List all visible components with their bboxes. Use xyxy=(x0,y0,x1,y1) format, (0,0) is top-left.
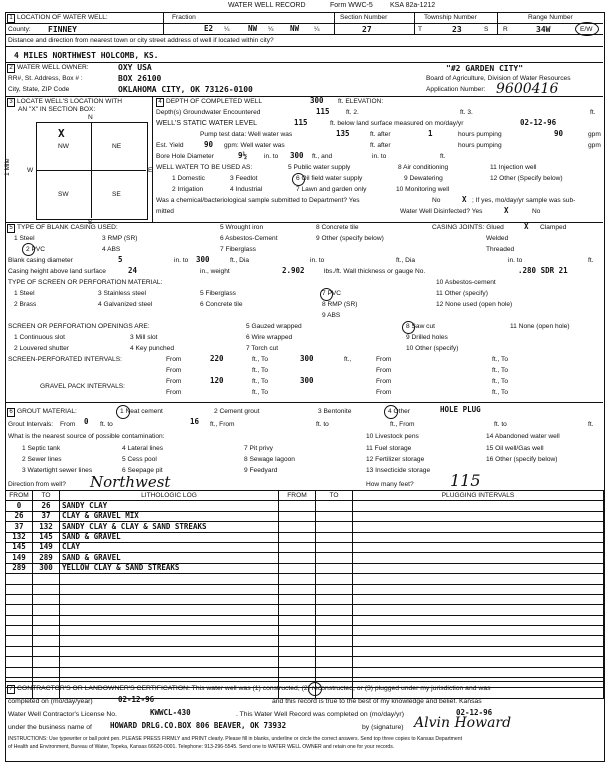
city-value: OKLAHOMA CITY, OK 73126-0100 xyxy=(118,85,253,94)
grout-other-value: HOLE PLUG xyxy=(440,405,481,414)
opening-sawcut-circle xyxy=(402,321,415,334)
bore-value: 9½ xyxy=(238,151,248,160)
quarter-2: ¼ xyxy=(268,26,274,33)
bore-in2: in. to xyxy=(372,153,387,160)
contam-3: 3 Watertight sewer lines xyxy=(22,467,93,474)
grout-to: 16 xyxy=(190,417,200,426)
plug-header-to: TO xyxy=(316,491,353,501)
threaded-label: Threaded xyxy=(486,246,515,253)
fraction-3: NW xyxy=(290,24,300,33)
log-to: 145 xyxy=(33,532,60,542)
owner-value: OXY USA xyxy=(118,63,152,72)
completed-date: 02-12-96 xyxy=(118,695,155,704)
cert-line-2b: and this record is true to the best of my knowledge and belief. Kansas xyxy=(272,698,482,705)
gpi-from-value: 120 xyxy=(210,376,224,385)
screen-label: TYPE OF SCREEN OR PERFORATION MATERIAL: xyxy=(8,279,163,286)
grout-to-label: ft. to xyxy=(100,421,113,428)
grout-intervals-label: Grout Intervals: xyxy=(8,421,54,428)
use-9: 9 Dewatering xyxy=(404,175,443,182)
use-5: 5 Public water supply xyxy=(288,164,351,171)
screen-2: 2 Brass xyxy=(14,301,37,308)
spi-from-4: From xyxy=(376,367,392,374)
signature: Alvin Howard xyxy=(414,715,512,731)
address-value: BOX 26100 xyxy=(118,74,162,83)
screen-3: 3 Stainless steel xyxy=(98,290,147,297)
disinfected-x: X xyxy=(504,206,509,215)
log-desc: SANDY CLAY & CLAY & SAND STREAKS xyxy=(60,522,279,532)
screen-8: 8 RMP (SR) xyxy=(322,301,358,308)
screen-4: 4 Galvanized steel xyxy=(98,301,153,308)
screen-11: 11 Other (specify) xyxy=(436,290,488,297)
grout-ft5: ft. xyxy=(588,421,594,428)
opening-7: 7 Torch cut xyxy=(246,345,279,352)
log-desc: SAND & GRAVEL xyxy=(60,532,279,542)
log-header-lithologic: LITHOLOGIC LOG xyxy=(60,491,279,501)
spi-ft-1: ft., xyxy=(344,356,352,363)
fraction-label: Fraction xyxy=(172,14,196,21)
distance-value: 4 MILES NORTHWEST HOLCOMB, KS. xyxy=(14,51,159,60)
instructions-2: of Health and Environment, Bureau of Water, Topeka, Kansas 66620-0001. Telephone: 913-296-5545. Send one to WATER WELL OWNER and retain one for your records. xyxy=(8,744,395,750)
log-from: 145 xyxy=(6,542,33,552)
contam-2: 2 Sewer lines xyxy=(22,456,62,463)
cert-line-4: under the business name of xyxy=(8,724,92,731)
grout-label: 6 GROUT MATERIAL: xyxy=(7,408,77,417)
contam-6: 6 Seepage pit xyxy=(122,467,163,474)
table-row-empty xyxy=(6,636,604,646)
table-row xyxy=(6,542,604,552)
log-from: 289 xyxy=(6,563,33,573)
owner-label: 2 WATER WELL OWNER: xyxy=(7,64,89,73)
casing-pvc-circle xyxy=(22,243,35,256)
opening-2: 2 Louvered shutter xyxy=(14,345,69,352)
gw-ft-end: ft. xyxy=(590,109,596,116)
grout-3: 3 Bentonite xyxy=(318,408,352,415)
use-1: 1 Domestic xyxy=(172,175,205,182)
cert-line-3: Water Well Contractor's License No. xyxy=(8,711,117,718)
weight-value: 2.902 xyxy=(282,266,305,275)
feet-value: 115 xyxy=(450,471,481,490)
grout-2: 2 Cement grout xyxy=(214,408,260,415)
distance-label: Distance and direction from nearest town or city street address of well if located within city? xyxy=(8,37,274,44)
diameter-value: 5 xyxy=(118,255,123,264)
grout-1: 1 Neat cement xyxy=(120,408,163,415)
log-from: 26 xyxy=(6,511,33,521)
use-6: 6 Oil field water supply xyxy=(296,175,363,182)
table-row xyxy=(6,563,604,573)
table-row xyxy=(6,522,604,532)
instructions-1: INSTRUCTIONS: Use typewriter or ball point pen. PLEASE PRESS FIRMLY and PRINT clearly. Please fill in blanks, underline or circle the correct answers. Send top three copies to Kansas Department xyxy=(8,736,463,742)
record-date: 02-12-96 xyxy=(456,708,493,717)
pump-hours: 1 xyxy=(428,129,433,138)
county-label: County: xyxy=(8,26,31,33)
spi-label: SCREEN-PERFORATED INTERVALS: xyxy=(8,356,122,363)
diameter-ft3: ft. xyxy=(588,257,594,264)
gpi-to-2: ft., To xyxy=(492,378,509,385)
contam-13: 13 Insecticide storage xyxy=(366,467,431,474)
log-desc: YELLOW CLAY & SAND STREAKS xyxy=(60,563,279,573)
township-number: 23 xyxy=(452,25,462,34)
contam-12: 12 Fertilizer storage xyxy=(366,456,425,463)
application-label: Application Number: xyxy=(426,86,486,93)
log-from: 37 xyxy=(6,522,33,532)
static-tail: ft. below land surface measured on mo/day/yr xyxy=(330,120,464,127)
diameter-tail: ft., Dia xyxy=(230,257,250,264)
form-title: WATER WELL RECORD xyxy=(228,2,306,9)
contam-1: 1 Septic tank xyxy=(22,445,61,452)
gw-label: Depth(s) Groundwater Encountered xyxy=(156,109,261,116)
mile-label: 1 Mile xyxy=(4,158,11,176)
yield-hp: hours pumping xyxy=(458,142,502,149)
joints-label: CASING JOINTS: Glued xyxy=(432,224,504,231)
use-12: 12 Other (Specify below) xyxy=(490,175,563,182)
chem-tail: ; If yes, mo/day/yr sample was sub- xyxy=(472,197,576,204)
disinfected-label: Water Well Disinfected? Yes xyxy=(400,208,483,215)
chem-x: X xyxy=(462,195,467,204)
compass-s: S xyxy=(88,219,93,226)
quad-ne: NE xyxy=(112,143,122,150)
depth-label: 4 DEPTH OF COMPLETED WELL xyxy=(156,98,262,107)
gpi-to-4: ft., To xyxy=(492,389,509,396)
table-row-empty xyxy=(6,615,604,625)
ew-circle xyxy=(575,22,599,36)
contam-10: 10 Livestock pens xyxy=(366,433,419,440)
plug-header-from: FROM xyxy=(279,491,316,501)
mitted-label: mitted xyxy=(156,208,174,215)
quarter-3: ¼ xyxy=(314,26,320,33)
diameter-in2: in. to xyxy=(310,257,325,264)
contam-5: 5 Cess pool xyxy=(122,456,157,463)
bore-and: ft., and xyxy=(312,153,333,160)
pump-gpm: 90 xyxy=(554,129,564,138)
township-label: Township Number xyxy=(424,14,477,21)
opening-6: 6 Wire wrapped xyxy=(246,334,293,341)
contam-7: 7 Pit privy xyxy=(244,445,273,452)
casing-2: 2 PVC xyxy=(26,246,46,253)
gpi-to-value: 300 xyxy=(300,376,314,385)
grout-4: 4 Other xyxy=(388,408,410,415)
spi-from-value: 220 xyxy=(210,354,224,363)
cert-constructed-circle xyxy=(308,682,322,696)
gpi-from-3: From xyxy=(166,389,182,396)
grout-ft4: ft. to xyxy=(494,421,507,428)
form-ksa: KSA 82a-1212 xyxy=(390,2,436,9)
cert-line-2: completed on (mo/day/year) xyxy=(8,698,93,705)
section-number: 27 xyxy=(362,25,372,34)
opening-4: 4 Key punched xyxy=(130,345,174,352)
spi-to-value: 300 xyxy=(300,354,314,363)
direction-value: Northwest xyxy=(90,473,171,491)
contam-label: What is the nearest source of possible contamination: xyxy=(8,433,165,440)
diameter-in: in. to xyxy=(174,257,189,264)
table-row-empty xyxy=(6,657,604,667)
cert-option-constructed: (1) constructed xyxy=(252,685,298,692)
bore-in: in. to xyxy=(264,153,279,160)
table-row-empty xyxy=(6,646,604,656)
compass-w: W xyxy=(27,167,34,174)
chem-no: No xyxy=(432,197,441,204)
clamped-label: Clamped xyxy=(540,224,567,231)
screen-6: 6 Concrete tile xyxy=(200,301,243,308)
fraction-2: NW xyxy=(248,24,258,33)
gpi-from-4: From xyxy=(376,389,392,396)
fraction-1: E2 xyxy=(204,24,214,33)
yield-value: 90 xyxy=(204,140,214,149)
screen-12: 12 None used (open hole) xyxy=(436,301,513,308)
screen-pvc-circle xyxy=(320,288,333,301)
locate-label: 3 LOCATE WELL'S LOCATION WITH xyxy=(7,98,122,107)
static-date: 02-12-96 xyxy=(520,118,557,127)
log-header-from: FROM xyxy=(6,491,33,501)
static-value: 115 xyxy=(294,118,308,127)
cert-line-3b: . This Water Well Record was completed on (mo/day/yr) xyxy=(236,711,404,718)
range-r: R xyxy=(503,26,508,33)
grout-neat-circle xyxy=(116,405,130,419)
quad-nw: NW xyxy=(58,143,69,150)
table-row-empty xyxy=(6,574,604,584)
grout-ft2: ft. to xyxy=(316,421,329,428)
depth-value: 300 xyxy=(310,96,324,105)
direction-label: Direction from well? xyxy=(8,481,66,488)
openings-label: SCREEN OR PERFORATION OPENINGS ARE: xyxy=(8,323,150,330)
contam-14: 14 Abandoned water well xyxy=(486,433,560,440)
table-row xyxy=(6,511,604,521)
screen-9: 9 ABS xyxy=(322,312,341,319)
contam-4: 4 Lateral lines xyxy=(122,445,164,452)
use-2: 2 Irrigation xyxy=(172,186,204,193)
township-s: S xyxy=(484,26,489,33)
table-row-empty xyxy=(6,594,604,604)
quad-sw: SW xyxy=(58,191,69,198)
gpi-to-3: ft., To xyxy=(252,389,269,396)
range-number: 34W xyxy=(536,25,551,34)
quad-se: SE xyxy=(112,191,121,198)
joints-x: X xyxy=(524,222,529,231)
use-10: 10 Monitoring well xyxy=(396,186,450,193)
application-number: 9600416 xyxy=(496,81,559,97)
casing-7: 7 Fiberglass xyxy=(220,246,256,253)
log-desc: SAND & GRAVEL xyxy=(60,553,279,563)
compass-n: N xyxy=(88,114,93,121)
casing-1: 1 Steel xyxy=(14,235,35,242)
casing-9: 9 Other (specify below) xyxy=(316,235,384,242)
spi-to-1: ft., To xyxy=(252,356,269,363)
use-label: WELL WATER TO BE USED AS: xyxy=(156,164,253,171)
opening-9: 9 Drilled holes xyxy=(406,334,448,341)
contam-11: 11 Fuel storage xyxy=(366,445,412,452)
pump-after: ft. after xyxy=(370,131,391,138)
gw-ft3: ft. 3. xyxy=(460,109,473,116)
screen-10: 10 Asbestos-cement xyxy=(436,279,496,286)
spi-to-2: ft., To xyxy=(492,356,509,363)
location-x: X xyxy=(58,127,65,140)
table-row xyxy=(6,553,604,563)
yield-label: Est. Yield xyxy=(156,142,184,149)
static-label: WELL'S STATIC WATER LEVEL xyxy=(156,120,258,127)
wall-value: .280 SDR 21 xyxy=(518,266,568,275)
grout-other-circle xyxy=(384,405,398,419)
spi-from-1: From xyxy=(166,356,182,363)
lithologic-log-table xyxy=(5,490,604,699)
section-1-label: 1 LOCATION OF WATER WELL: xyxy=(7,14,108,23)
pump-label: Pump test data: Well water was xyxy=(200,131,293,138)
table-row-empty xyxy=(6,626,604,636)
table-row-empty xyxy=(6,667,604,677)
feet-label: How many feet? xyxy=(366,481,414,488)
business-name: HOWARD DRLG.CO.BOX 806 BEAVER, OK 73932 xyxy=(110,721,287,730)
use-11: 11 Injection well xyxy=(490,164,537,171)
opening-5: 5 Gauzed wrapped xyxy=(246,323,302,330)
spi-to-4: ft., To xyxy=(492,367,509,374)
grout-from-label: From xyxy=(60,421,76,428)
gpi-from-1: From xyxy=(166,378,182,385)
gpi-label: GRAVEL PACK INTERVALS: xyxy=(40,383,126,390)
casing-label: 5 TYPE OF BLANK CASING USED: xyxy=(7,224,118,233)
signature-label: by (signature) xyxy=(362,724,404,731)
gw-ft2: ft. 2. xyxy=(346,109,359,116)
bore-ft2: ft. xyxy=(440,153,446,160)
range-label: Range Number xyxy=(528,14,573,21)
gpi-from-2: From xyxy=(376,378,392,385)
quarter-1: ¼ xyxy=(224,26,230,33)
table-row xyxy=(6,501,604,511)
section-number-label: Section Number xyxy=(340,14,388,21)
diameter-in3: in. to xyxy=(508,257,523,264)
contam-8: 8 Sewage lagoon xyxy=(244,456,295,463)
log-to: 289 xyxy=(33,553,60,563)
opening-10: 10 Other (specify) xyxy=(406,345,459,352)
table-row-empty xyxy=(6,605,604,615)
height-in: in., weight xyxy=(200,268,230,275)
contam-16: 16 Other (specify below) xyxy=(486,456,558,463)
use-6-circle xyxy=(292,173,305,186)
opening-1: 1 Continuous slot xyxy=(14,334,65,341)
grout-from: 0 xyxy=(84,417,89,426)
screen-1: 1 Steel xyxy=(14,290,35,297)
log-to: 149 xyxy=(33,542,60,552)
spi-from-3: From xyxy=(166,367,182,374)
county-value: FINNEY xyxy=(48,25,77,34)
casing-5: 5 Wrought iron xyxy=(220,224,264,231)
casing-8: 8 Concrete tile xyxy=(316,224,359,231)
diameter-label: Blank casing diameter xyxy=(8,257,73,264)
pump-ww: 135 xyxy=(336,129,350,138)
height-value: 24 xyxy=(128,266,138,275)
table-row-empty xyxy=(6,584,604,594)
casing-3: 3 RMP (SR) xyxy=(102,235,138,242)
pump-hp: hours pumping xyxy=(458,131,502,138)
spi-from-2: From xyxy=(376,356,392,363)
log-from: 132 xyxy=(6,532,33,542)
elevation-label: ft. ELEVATION: xyxy=(338,98,384,105)
gpi-to-1: ft., To xyxy=(252,378,269,385)
bore-label: Bore Hole Diameter xyxy=(156,153,214,160)
contam-15: 15 Oil well/Gas well xyxy=(486,445,544,452)
use-7: 7 Lawn and garden only xyxy=(296,186,367,193)
cert-line-1: 7 CONTRACTOR'S OR LANDOWNER'S CERTIFICATION: This water well was (1) constructed, (2) reconstructed, or (3) plugged under my jurisdiction and was xyxy=(7,685,491,694)
use-8: 8 Air conditioning xyxy=(398,164,449,171)
welded-label: Welded xyxy=(486,235,509,242)
form-number: Form WWC-5 xyxy=(330,2,373,9)
opening-8: 8 Saw cut xyxy=(406,323,435,330)
table-row xyxy=(6,532,604,542)
yield-gpm: gpm: Well water was xyxy=(224,142,285,149)
log-desc: SANDY CLAY xyxy=(60,501,279,511)
diameter-ft2: ft., Dia xyxy=(396,257,416,264)
screen-5: 5 Fiberglass xyxy=(200,290,236,297)
casing-6: 6 Asbestos-Cement xyxy=(220,235,278,242)
gw-value: 115 xyxy=(316,107,330,116)
diameter-ft: 300 xyxy=(196,255,210,264)
grout-ft: ft., From xyxy=(210,421,235,428)
contam-9: 9 Feedyard xyxy=(244,467,278,474)
license-number: KWWCL-430 xyxy=(150,708,191,717)
log-to: 37 xyxy=(33,511,60,521)
weight-tail: lbs./ft. Wall thickness or gauge No. xyxy=(324,268,426,275)
log-from: 0 xyxy=(6,501,33,511)
log-header-to: TO xyxy=(33,491,60,501)
pump-gpm-unit: gpm xyxy=(588,131,601,138)
township-t: T xyxy=(418,26,423,33)
spi-to-3: ft., To xyxy=(252,367,269,374)
log-to: 132 xyxy=(33,522,60,532)
use-4: 4 Industrial xyxy=(230,186,263,193)
section-box xyxy=(36,122,148,220)
disinfected-no: No xyxy=(532,208,541,215)
log-to: 300 xyxy=(33,563,60,573)
yield-after: ft. after xyxy=(370,142,391,149)
chem-label: Was a chemical/bacteriological sample submitted to Department? Yes xyxy=(156,197,360,204)
address-label: RR#, St. Address, Box # : xyxy=(8,75,83,82)
log-desc: CLAY & GRAVEL MIX xyxy=(60,511,279,521)
opening-11: 11 None (open hole) xyxy=(510,323,570,330)
garden-city: "#2 GARDEN CITY" xyxy=(446,64,524,73)
locate-label-2: AN "X" IN SECTION BOX: xyxy=(18,106,96,113)
casing-4: 4 ABS xyxy=(102,246,121,253)
log-to: 26 xyxy=(33,501,60,511)
bore-ft: 300 xyxy=(290,151,304,160)
compass-e: E xyxy=(148,167,153,174)
range-ew: E/W xyxy=(580,26,593,33)
use-3: 3 Feedlot xyxy=(230,175,258,182)
opening-3: 3 Mill slot xyxy=(130,334,158,341)
log-from: 149 xyxy=(6,553,33,563)
yield-gpm-unit: gpm xyxy=(588,142,601,149)
grout-ft3: ft., From xyxy=(390,421,415,428)
city-label: City, State, ZIP Code xyxy=(8,86,70,93)
screen-7: 7 PVC xyxy=(322,290,342,297)
log-desc: CLAY xyxy=(60,542,279,552)
height-label: Casing height above land surface xyxy=(8,268,106,275)
plug-header-intervals: PLUGGING INTERVALS xyxy=(353,491,604,501)
board-label: Board of Agriculture, Division of Water Resources xyxy=(426,75,571,82)
